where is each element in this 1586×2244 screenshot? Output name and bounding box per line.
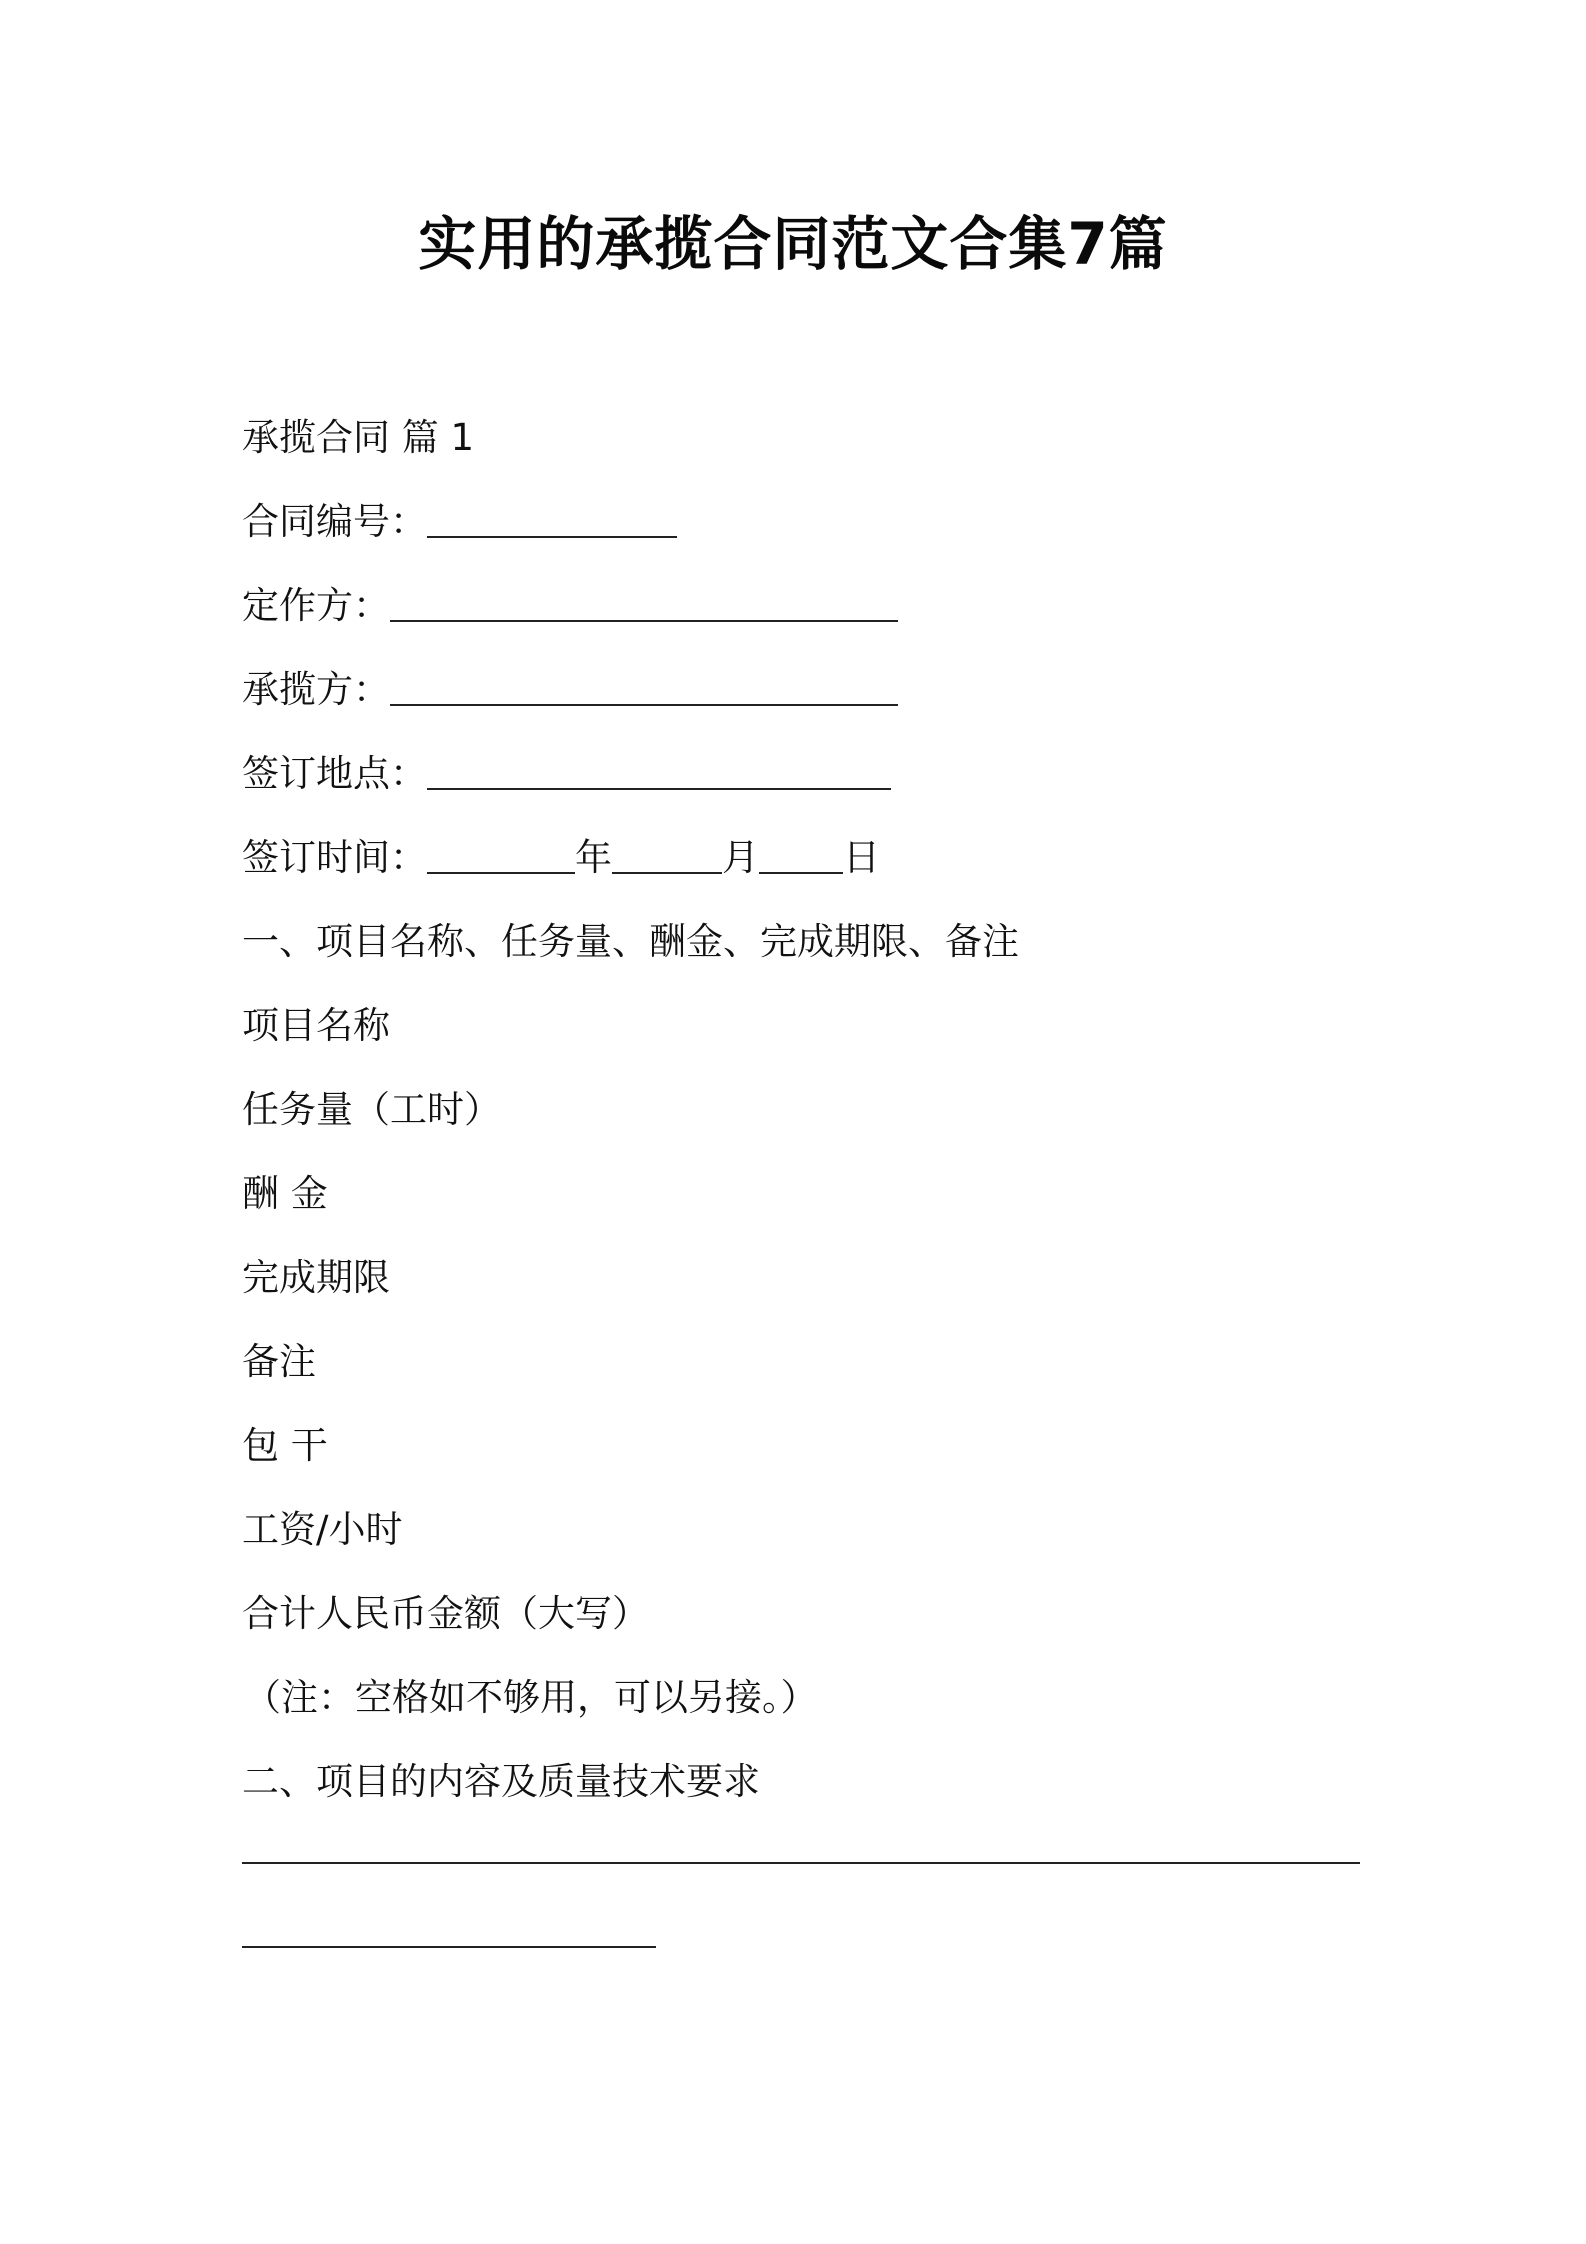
month-label: 月 <box>722 836 759 879</box>
contractor-line <box>242 664 898 716</box>
signing-place-line <box>242 748 891 800</box>
contract-number-blank <box>427 502 677 538</box>
clause-1-item: 任务量（工时） <box>242 1088 501 1131</box>
contract-number-line <box>242 496 677 548</box>
ordering-party-line <box>242 580 898 632</box>
clause-1-item: 备注 <box>242 1340 316 1383</box>
signing-place-blank <box>427 754 891 790</box>
day-blank <box>759 838 843 874</box>
contractor-blank <box>390 670 898 706</box>
section-heading: 承揽合同 篇 1 <box>242 416 475 459</box>
contractor-label: 承揽方： <box>242 668 390 711</box>
clause-1-item: 合计人民币金额（大写） <box>242 1592 649 1635</box>
ordering-party-label: 定作方： <box>242 584 390 627</box>
ordering-party-blank <box>390 586 898 622</box>
clause-1-item: 包 干 <box>242 1424 328 1467</box>
clause-1-item: 工资/小时 <box>242 1508 403 1551</box>
year-label: 年 <box>575 836 612 879</box>
content-blank-line <box>242 1946 656 1948</box>
year-blank <box>427 838 575 874</box>
clause-1-item: 项目名称 <box>242 1004 390 1047</box>
signing-time-label: 签订时间： <box>242 836 427 879</box>
signing-time-line <box>242 832 880 884</box>
clause-1-item: 完成期限 <box>242 1256 390 1299</box>
content-blank-line <box>242 1862 1360 1864</box>
clause-2-heading: 二、项目的内容及质量技术要求 <box>242 1760 760 1803</box>
clause-1-item: 酬 金 <box>242 1172 328 1215</box>
clause-1-note: （注：空格如不够用，可以另接。） <box>244 1676 818 1719</box>
day-label: 日 <box>843 836 880 879</box>
contract-number-label: 合同编号： <box>242 500 427 543</box>
document-title: 实用的承揽合同范文合集7篇 <box>418 210 1168 278</box>
month-blank <box>612 838 722 874</box>
clause-1-heading: 一、项目名称、任务量、酬金、完成期限、备注 <box>242 920 1019 963</box>
signing-place-label: 签订地点： <box>242 752 427 795</box>
